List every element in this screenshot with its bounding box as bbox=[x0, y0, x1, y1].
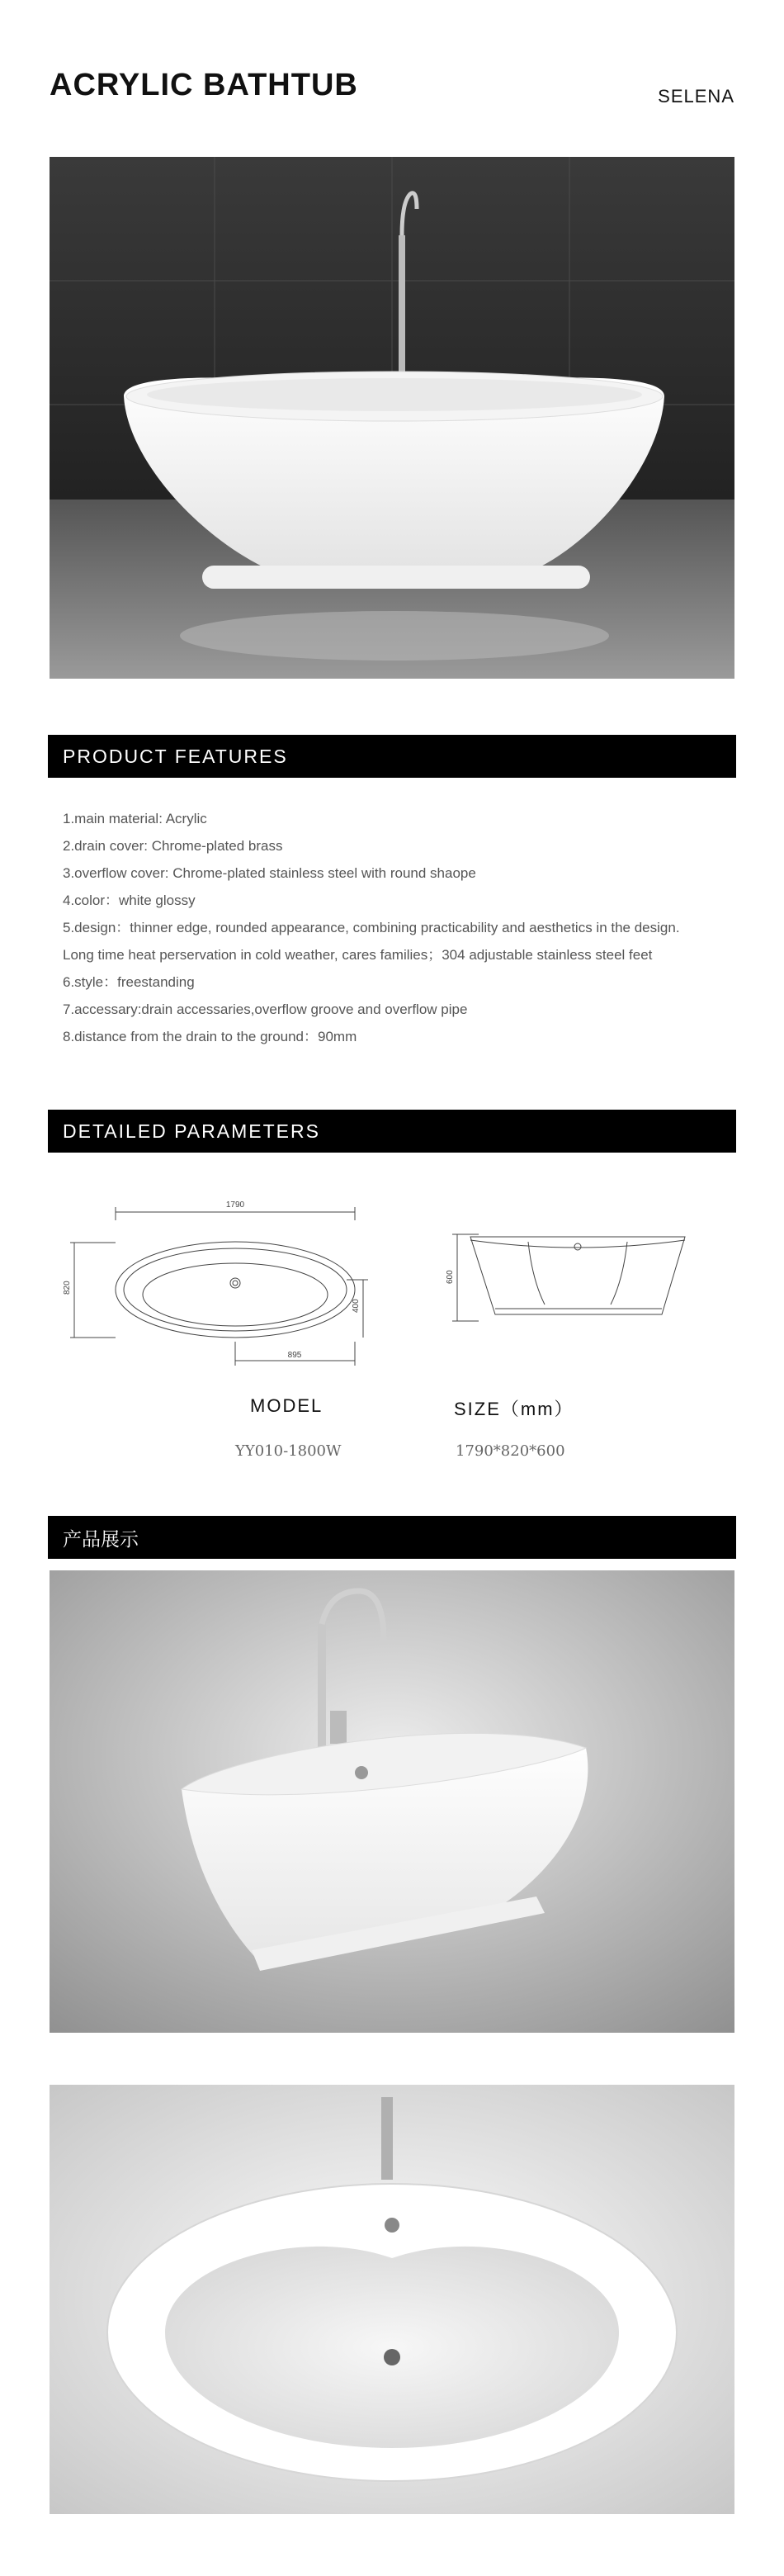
product-features-header bbox=[48, 735, 736, 778]
model-label: MODEL bbox=[250, 1395, 324, 1416]
feature-item: 8.distance from the drain to the ground：90mm bbox=[63, 1029, 357, 1044]
dim-label: 600 bbox=[446, 1270, 455, 1284]
product-display-header bbox=[48, 1516, 736, 1559]
dim-label: 400 bbox=[352, 1299, 361, 1313]
features-list bbox=[63, 805, 706, 1050]
dim-label: 895 bbox=[287, 1351, 302, 1360]
feature-item: 5.design：thinner edge, rounded appearance, combining practicability and aesthetics in the design. Long time heat perservation in cold weather, cares families；304 adjustable stainless steel feet bbox=[63, 920, 680, 963]
feature-item: 7.accessary:drain accessaries,overflow groove and overflow pipe bbox=[63, 1002, 468, 1017]
side-view-diagram bbox=[446, 1222, 693, 1346]
section-title-features: PRODUCT FEATURES bbox=[63, 745, 288, 767]
section-title-display: 产品展示 bbox=[63, 1528, 139, 1551]
feature-item: 4.color：white glossy bbox=[63, 893, 196, 908]
feature-item: 1.main material: Acrylic bbox=[63, 811, 207, 826]
page-title: ACRYLIC BATHTUB bbox=[50, 68, 358, 102]
top-view-diagram bbox=[63, 1197, 380, 1379]
detailed-parameters-header bbox=[48, 1110, 736, 1153]
dim-label: 820 bbox=[63, 1281, 72, 1295]
hero-bathtub-photo bbox=[50, 157, 734, 679]
bathtub-top-photo bbox=[50, 2085, 734, 2514]
feature-item: 3.overflow cover: Chrome-plated stainless steel with round shaope bbox=[63, 865, 476, 881]
model-value: YY010-1800W bbox=[235, 1442, 342, 1460]
feature-item: 2.drain cover: Chrome-plated brass bbox=[63, 838, 283, 854]
section-title-parameters: DETAILED PARAMETERS bbox=[63, 1120, 320, 1142]
model-name: SELENA bbox=[658, 86, 734, 107]
size-label: SIZE（mm） bbox=[454, 1399, 574, 1419]
bathtub-angle-photo bbox=[50, 1570, 734, 2033]
feature-item: 6.style：freestanding bbox=[63, 974, 195, 990]
size-value: 1790*820*600 bbox=[456, 1442, 565, 1460]
dim-label: 1790 bbox=[225, 1200, 245, 1210]
